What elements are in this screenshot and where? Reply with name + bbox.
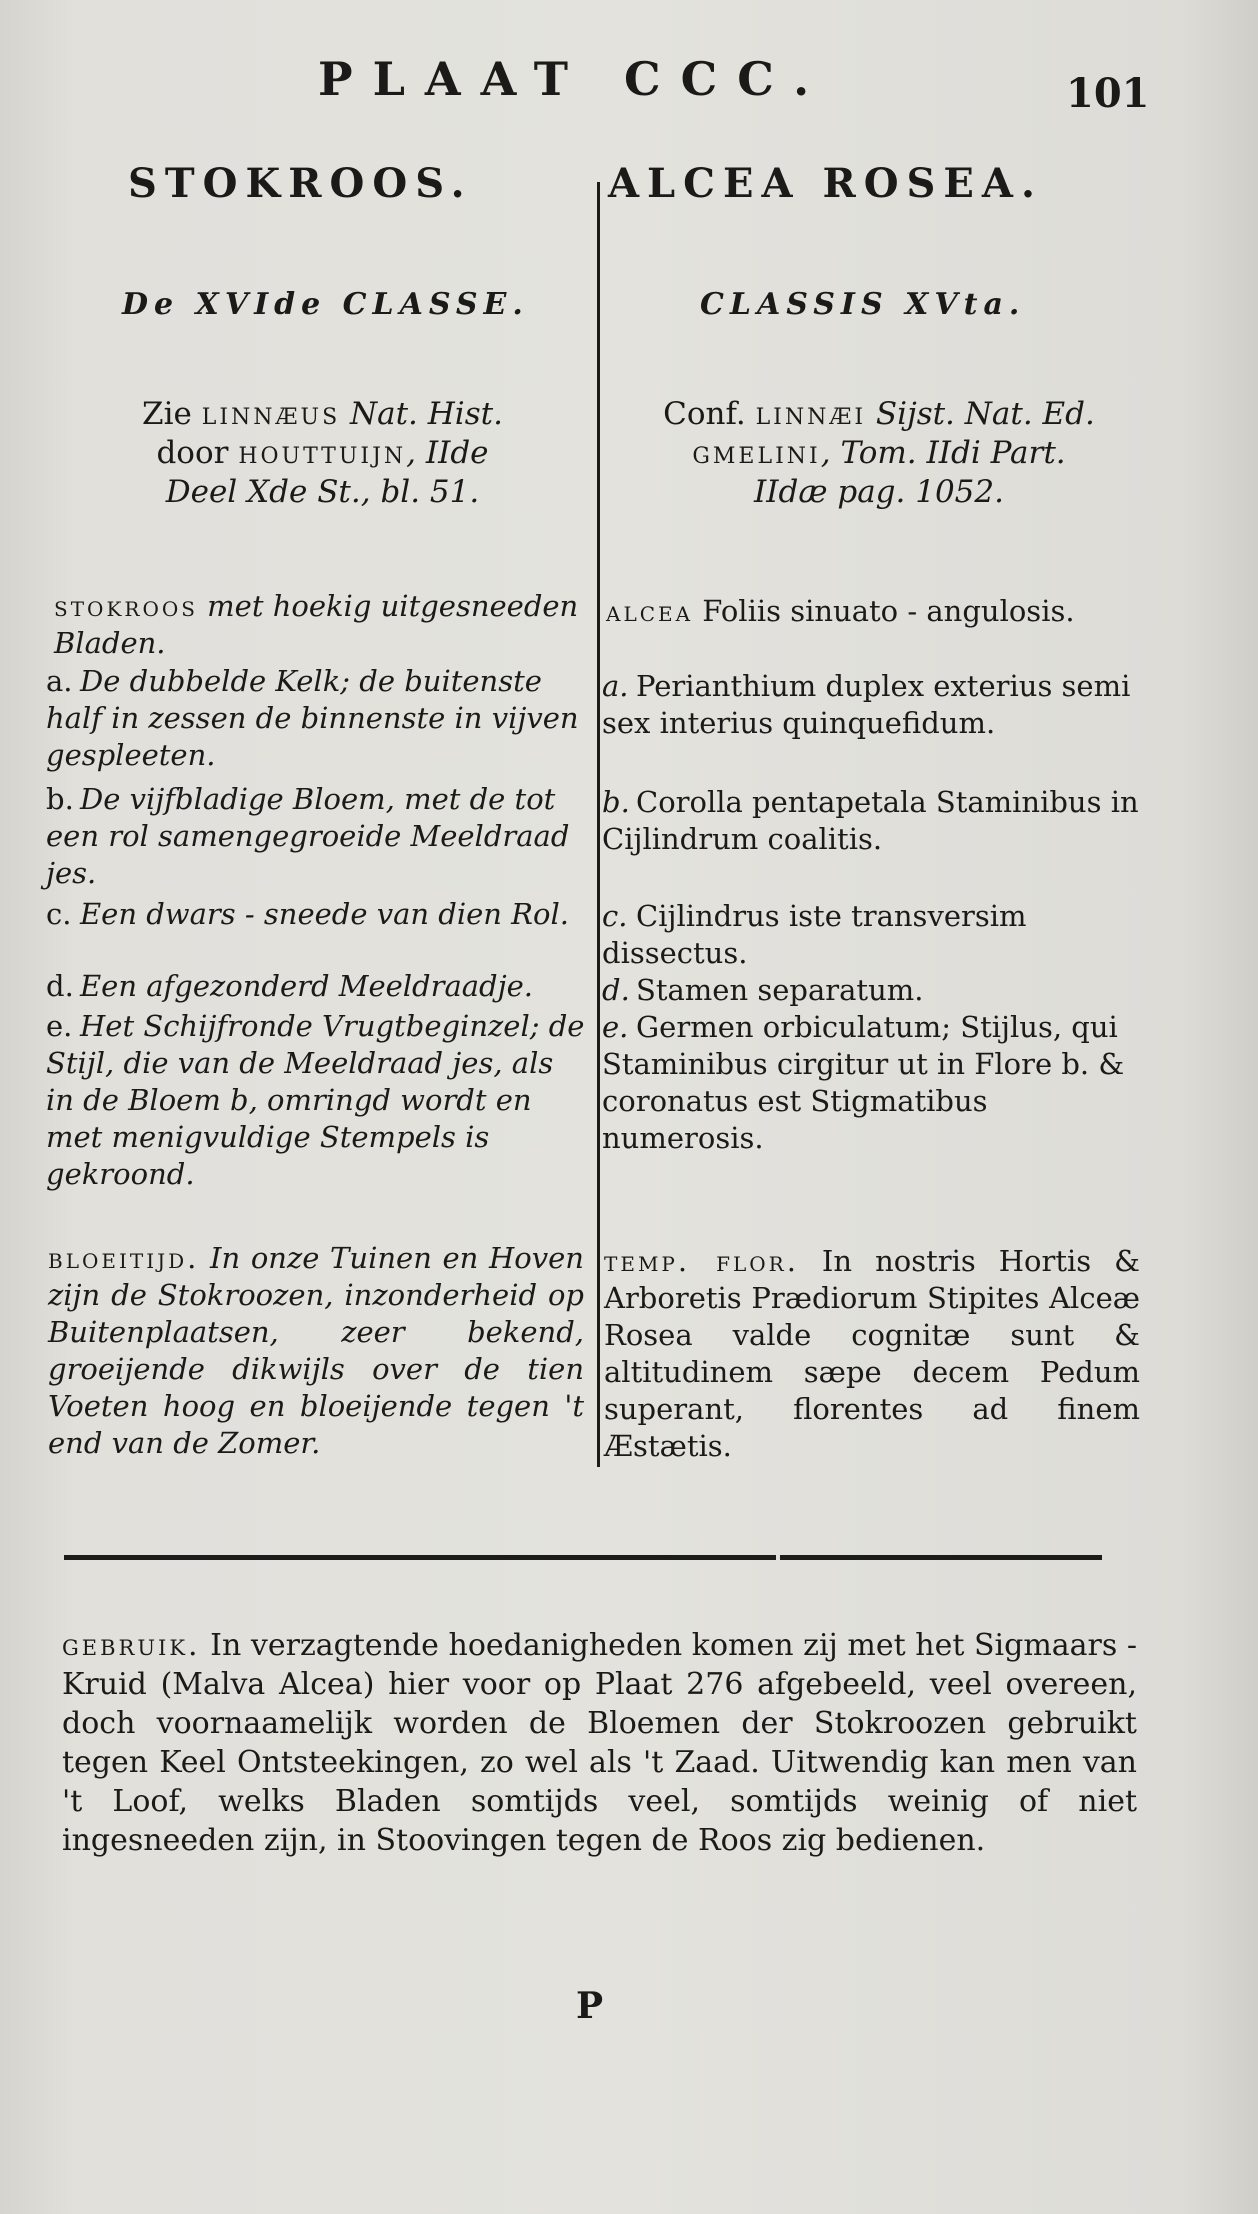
ref-volume: , Tom. IIdi Part. bbox=[820, 435, 1066, 471]
entry-text: Stamen separatum. bbox=[636, 973, 924, 1007]
ref-text: door bbox=[156, 435, 239, 471]
entry-text: Perianthium duplex exterius semi sex interius quinquefidum. bbox=[602, 669, 1131, 740]
column-divider bbox=[597, 182, 600, 1467]
signature-mark: P bbox=[576, 1985, 604, 2027]
left-entry-e bbox=[46, 1008, 586, 1193]
def-term: alcea bbox=[606, 594, 694, 628]
ref-volume: , IIde bbox=[406, 435, 489, 471]
left-heading: STOKROOS. bbox=[128, 160, 473, 207]
left-entry-d bbox=[46, 968, 586, 1005]
left-classe: De XVIde CLASSE. bbox=[122, 287, 529, 322]
usage-label: gebruik. bbox=[62, 1628, 201, 1663]
entry-text: Het Schijfronde Vrugtbeginzel; de Stijl, die van de Meeldraad jes, als in de Bloem b, omringd wordt en met menigvuldige Stempels is gekroond. bbox=[46, 1009, 585, 1191]
ref-text: Zie bbox=[142, 396, 202, 432]
def-text: Foliis sinuato - angulosis. bbox=[693, 594, 1075, 628]
def-text: met hoekig uitgesneeden Bladen. bbox=[54, 589, 579, 660]
ref-work: Nat. Hist. bbox=[340, 396, 503, 432]
right-definition bbox=[606, 593, 1146, 630]
entry-text: Corolla pentapetala Staminibus in Cijlindrum coalitis. bbox=[602, 785, 1139, 856]
entry-label: a. bbox=[602, 669, 629, 703]
entry-text: Een afgezonderd Meeldraadje. bbox=[80, 969, 533, 1003]
usage-text: In verzagtende hoedanigheden komen zij met het Sigmaars - Kruid (Malva Alcea) hier voor op Plaat 276 afgebeeld, veel overeen, doch voornaamelijk worden de Bloemen der Stokroozen gebruikt tegen Keel Ontsteekingen, zo wel als 't Zaad. Uitwendig kan men van 't Loof, welks Bladen somtijds veel, somtijds weinig of niet ingesneeden zijn, in Stoovingen tegen de Roos zig bedienen. bbox=[62, 1628, 1137, 1858]
right-entry-b bbox=[602, 784, 1147, 858]
ref-author: linnæi bbox=[755, 396, 867, 432]
ref-translator: houttuijn bbox=[238, 435, 407, 471]
flowering-label: bloeitijd. bbox=[48, 1241, 200, 1275]
entry-text: De vijfbladige Bloem, met de tot een rol samengegroeide Meeldraad jes. bbox=[46, 782, 570, 890]
ref-page: IIdæ pag. 1052. bbox=[754, 474, 1004, 510]
entry-label: b. bbox=[602, 785, 630, 819]
section-rule-left bbox=[64, 1555, 776, 1560]
right-entry-c bbox=[602, 898, 1147, 972]
entry-label: a. bbox=[46, 664, 73, 698]
plate-title: PLAAT CCC. bbox=[318, 52, 830, 106]
entry-text: Een dwars - sneede van dien Rol. bbox=[80, 897, 569, 931]
ref-work: Sijst. Nat. Ed. bbox=[866, 396, 1095, 432]
ref-editor: gmelini bbox=[692, 435, 821, 471]
running-head bbox=[0, 52, 1258, 117]
flowering-text: In nostris Hortis & Arboretis Prædiorum Stipites Alceæ Rosea valde cognitæ sunt & altitudinem sæpe decem Pedum superant, florentes ad finem Æstætis. bbox=[604, 1244, 1140, 1463]
entry-label: b. bbox=[46, 782, 74, 816]
entry-label: e. bbox=[602, 1010, 629, 1044]
entry-label: d. bbox=[46, 969, 74, 1003]
flowering-text: In onze Tuinen en Hoven zijn de Stokroozen, inzonderheid op Buitenplaatsen, zeer bekend, groeijende dikwijls over de tien Voeten hoog en bloeijende tegen 't end van de Zomer. bbox=[48, 1241, 584, 1460]
right-flowering bbox=[604, 1243, 1140, 1465]
entry-label: c. bbox=[46, 897, 72, 931]
left-entry-a bbox=[46, 663, 586, 774]
right-entry-d bbox=[602, 972, 1147, 1009]
usage-paragraph bbox=[62, 1626, 1137, 1860]
left-entry-c bbox=[46, 896, 586, 933]
left-reference bbox=[60, 395, 585, 512]
left-entry-b bbox=[46, 781, 586, 892]
flowering-label: temp. flor. bbox=[604, 1244, 799, 1278]
section-rule-right bbox=[780, 1555, 1102, 1560]
page-number: 101 bbox=[1066, 70, 1150, 117]
ref-page: Deel Xde St., bl. 51. bbox=[165, 474, 480, 510]
entry-text: Cijlindrus iste transversim dissectus. bbox=[602, 899, 1027, 970]
ref-text: Conf. bbox=[663, 396, 756, 432]
left-definition bbox=[54, 588, 584, 662]
left-flowering bbox=[48, 1240, 584, 1462]
def-term: stokroos bbox=[54, 589, 198, 623]
right-classe: CLASSIS XVta. bbox=[700, 287, 1026, 322]
entry-text: Germen orbiculatum; Stijlus, qui Staminibus cirgitur ut in Flore b. & coronatus est Stigmatibus numerosis. bbox=[602, 1010, 1125, 1155]
entry-label: c. bbox=[602, 899, 628, 933]
entry-label: e. bbox=[46, 1009, 73, 1043]
entry-label: d. bbox=[602, 973, 630, 1007]
ref-author: linnæus bbox=[201, 396, 341, 432]
right-reference bbox=[604, 395, 1154, 512]
entry-text: De dubbelde Kelk; de buitenste half in zessen de binnenste in vijven gespleeten. bbox=[46, 664, 579, 772]
right-heading: ALCEA ROSEA. bbox=[608, 160, 1043, 207]
right-entry-a bbox=[602, 668, 1147, 742]
right-entry-e bbox=[602, 1009, 1147, 1157]
